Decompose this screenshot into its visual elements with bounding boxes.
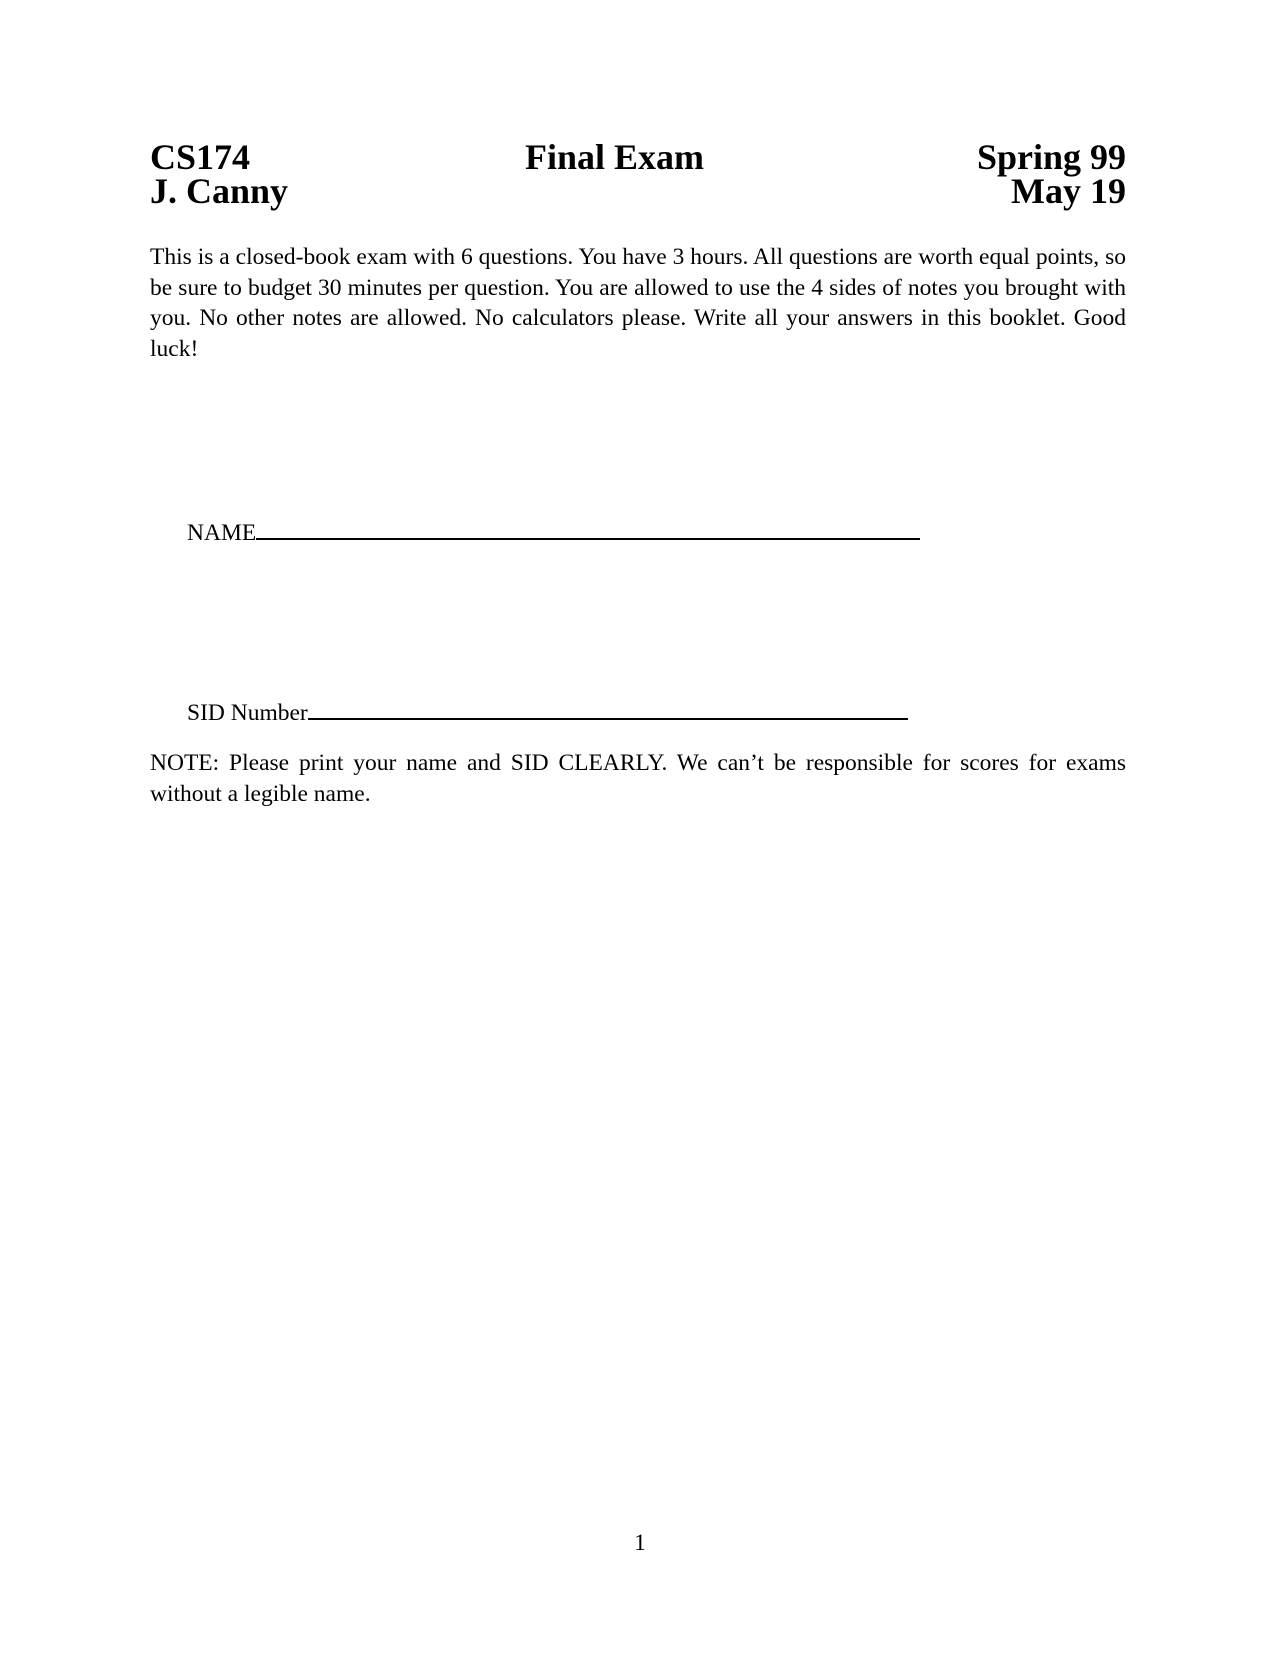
sid-label: SID Number (187, 700, 308, 726)
name-field[interactable] (187, 514, 920, 547)
instructor-name: J. Canny (150, 171, 289, 211)
legibility-note: NOTE: Please print your name and SID CLEARLY. We can’t be responsible for scores for exams without a legible name. (150, 750, 1126, 807)
name-label: NAME (187, 520, 257, 546)
sid-field[interactable] (187, 694, 908, 727)
course-code: CS174 (150, 137, 251, 177)
exam-instructions: This is a closed-book exam with 6 questions. You have 3 hours. All questions are worth equal points, so be sure to budget 30 minutes per question. You are allowed to use the 4 sides of notes you brought with you. No other notes are allowed. No calculators please. Write all your answers in this booklet. Good luck! (150, 244, 1126, 362)
page-number: 1 (634, 1530, 646, 1556)
exam-title: Final Exam (525, 137, 705, 177)
header-row-2 (150, 171, 1126, 211)
exam-term: Spring 99 (976, 137, 1126, 177)
exam-header (150, 137, 1126, 211)
header-row-1 (150, 137, 1126, 177)
sid-underline[interactable] (308, 694, 908, 720)
name-underline[interactable] (256, 514, 920, 540)
exam-date: May 19 (1011, 171, 1126, 211)
